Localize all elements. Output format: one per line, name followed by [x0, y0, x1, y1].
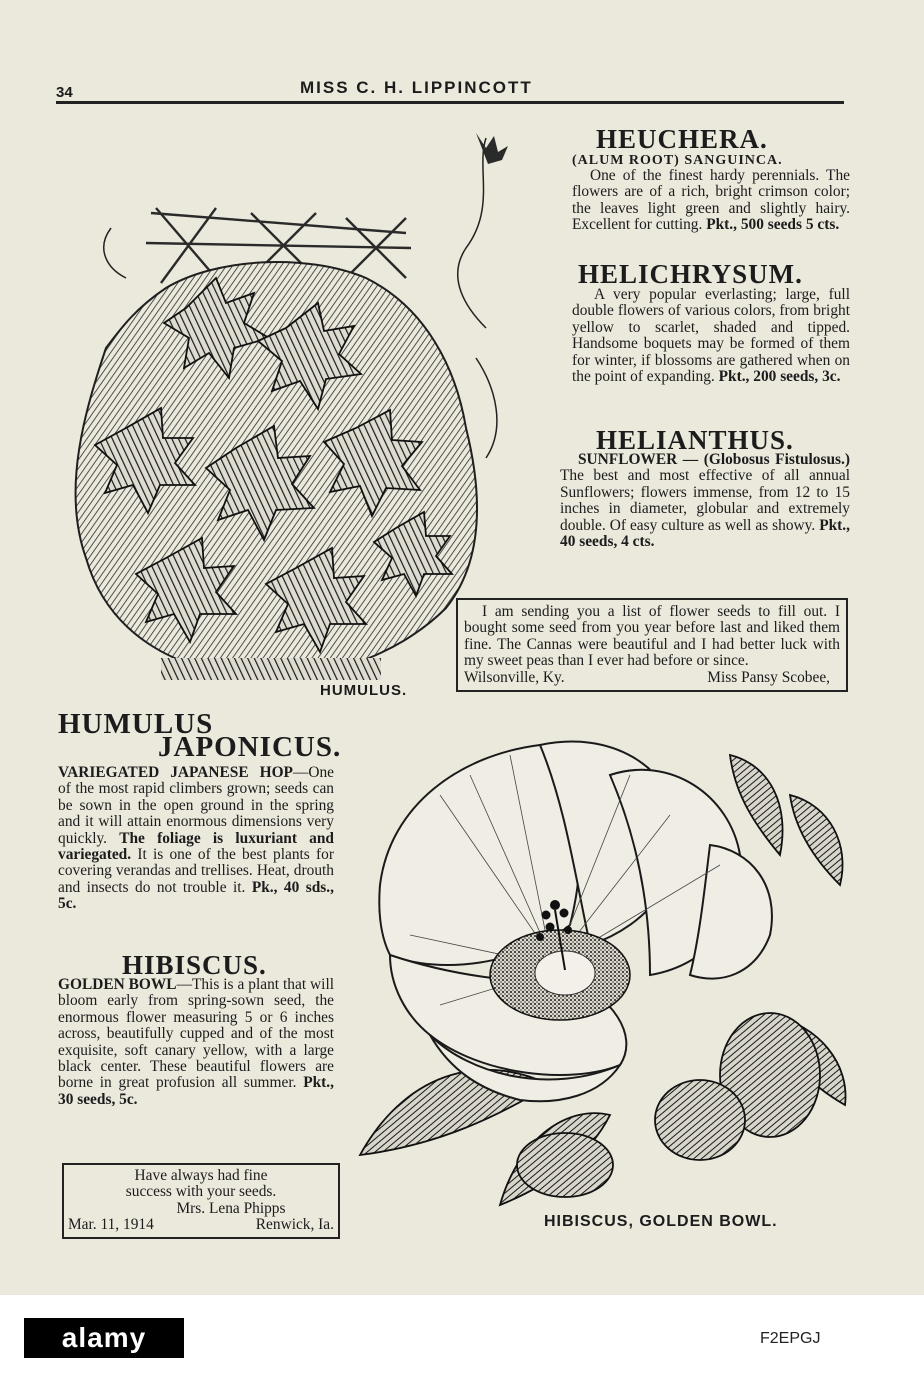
testimonial-1-text: I am sending you a list of flower seeds to fill out. I bought some seed from you year before last and liked them fine. The Cannas were beautiful and I had better luck with my sweet peas than I ever had before or since. [464, 603, 840, 670]
heuchera-price: Pkt., 500 seeds 5 cts. [706, 216, 840, 234]
humulus-body2: It is one of the best plants for covering verandas and trellises. Heat, drouth and insects do not trouble it. [58, 846, 334, 896]
helichrysum-body: A very popular everlasting; large, full double flowers of various colors, from bright yellow to scarlet, shaded and tipped. Handsome boquets may be formed of them for winter, if blossoms are gathered when on the point of expanding. [572, 286, 850, 386]
hibiscus-text [58, 977, 334, 1108]
hibiscus-illustration [350, 735, 860, 1213]
heuchera-text [572, 168, 850, 234]
helianthus-body: The best and most effective of all annual Sunflowers; flowers immense, from 12 to 15 inches in diameter, globular and extremely double. Of easy culture as well as showy. [560, 467, 850, 534]
testimonial-1-place: Wilsonville, Ky. [464, 668, 565, 686]
humulus-illustration [66, 128, 512, 700]
testimonial-2-place: Renwick, Ia. [255, 1216, 334, 1234]
testimonial-2-footer [68, 1217, 334, 1233]
helichrysum-title: HELICHRYSUM. [578, 259, 803, 289]
heuchera-body: One of the finest hardy perennials. The flowers are of a rich, bright crimson color; the leaves light green and slightly hairy. Excellent for cutting. [572, 167, 850, 234]
header-rule [56, 101, 844, 104]
hibiscus-caption: HIBISCUS, GOLDEN BOWL. [544, 1213, 778, 1230]
helianthus-lead: SUNFLOWER — (Globosus Fistulosus.) [578, 451, 850, 468]
testimonial-2-line2: success with your seeds. [125, 1183, 277, 1201]
page-number: 34 [56, 84, 73, 101]
humulus-price: Pk., 40 sds., 5c. [58, 878, 334, 913]
helianthus-price: Pkt., 40 seeds, 4 cts. [560, 516, 850, 551]
testimonial-2-name: Mrs. Lena Phipps [176, 1199, 286, 1217]
testimonial-2-line1: Have always had fine [134, 1167, 268, 1184]
watermark-image-id: F2EPGJ [760, 1330, 821, 1347]
humulus-body: —One of the most rapid climbers grown; seeds can be sown in the open ground in the spring and it will attain enormous dimensions very quickly. [58, 764, 334, 847]
humulus-lead: VARIEGATED JAPANESE HOP [58, 764, 293, 781]
humulus-title-line2: JAPONICUS. [158, 731, 342, 763]
running-head: MISS C. H. LIPPINCOTT [300, 78, 533, 97]
helichrysum-price: Pkt., 200 seeds, 3c. [718, 368, 841, 386]
humulus-text [58, 765, 334, 913]
heuchera-title: HEUCHERA. [596, 124, 768, 154]
hibiscus-price: Pkt., 30 seeds, 5c. [58, 1074, 334, 1108]
helianthus-title: HELIANTHUS. [596, 425, 794, 455]
humulus-title-line1: HUMULUS [58, 708, 214, 740]
heuchera-subtitle: (ALUM ROOT) SANGUINCA. [572, 153, 783, 168]
testimonial-box-2 [62, 1163, 340, 1239]
watermark-logo: alamy [24, 1318, 184, 1358]
humulus-bold-body: The foliage is luxuriant and variegated. [58, 829, 334, 864]
testimonial-box-1 [456, 598, 848, 692]
helichrysum-text [572, 287, 850, 385]
testimonial-1-footer [464, 670, 840, 686]
testimonial-2-date: Mar. 11, 1914 [68, 1216, 154, 1234]
hibiscus-body: —This is a plant that will bloom early from spring-sown seed, the enormous flower measuring 5 or 6 inches across, beautifully cupped and of the most exquisite, soft canary yellow, with a large black center. These beautiful flowers are borne in great profusion all summer. [58, 976, 334, 1092]
helianthus-text [560, 452, 850, 550]
hibiscus-title: HIBISCUS. [122, 950, 267, 980]
humulus-caption: HUMULUS. [320, 682, 408, 699]
testimonial-1-signature: Miss Pansy Scobee, [707, 668, 830, 686]
hibiscus-lead: GOLDEN BOWL [58, 976, 177, 993]
